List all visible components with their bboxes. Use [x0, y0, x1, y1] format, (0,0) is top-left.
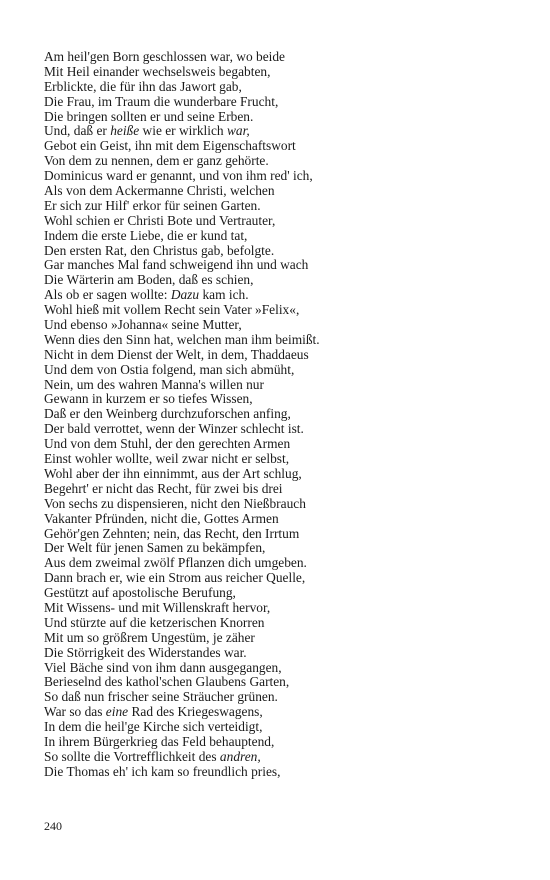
line-text: Berieselnd des kathol'schen Glaubens Garten,	[44, 674, 290, 690]
poem-line	[44, 616, 514, 631]
line-text: Vakanter Pfründen, nicht die, Gottes Armen	[44, 510, 279, 526]
poem-line	[44, 512, 514, 527]
line-text: Dominicus ward er genannt, und von ihm red' ich,	[44, 168, 313, 184]
poem-line	[44, 765, 514, 780]
line-text: Gar manches Mal fand schweigend ihn und wach	[44, 257, 309, 273]
poem-line	[44, 258, 514, 273]
line-text: wie er wirklich	[139, 123, 227, 139]
line-text: Die bringen sollten er und seine Erben.	[44, 108, 254, 124]
line-text: Und stürzte auf die ketzerischen Knorren	[44, 614, 265, 630]
line-text: Erblickte, die für ihn das Jawort gab,	[44, 78, 242, 94]
line-text: In ihrem Bürgerkrieg das Feld behauptend,	[44, 733, 275, 749]
poem-line	[44, 541, 514, 556]
line-text: Mit um so größrem Ungestüm, je zäher	[44, 629, 255, 645]
line-text: Viel Bäche sind von ihm dann ausgegangen,	[44, 659, 282, 675]
poem-text	[44, 50, 514, 780]
poem-line	[44, 690, 514, 705]
line-text: Gehör'gen Zehnten; nein, das Recht, den Irrtum	[44, 525, 300, 541]
poem-line	[44, 467, 514, 482]
line-text: So sollte die Vortrefflichkeit des	[44, 748, 220, 764]
line-text: Dann brach er, wie ein Strom aus reicher Quelle,	[44, 570, 306, 586]
line-text: War so das	[44, 704, 106, 720]
line-text: Wohl schien er Christi Bote und Vertrauter,	[44, 212, 276, 228]
poem-line	[44, 437, 514, 452]
poem-line	[44, 675, 514, 690]
line-text: Von sechs zu dispensieren, nicht den Nießbrauch	[44, 495, 306, 511]
line-text: Mit Wissens- und mit Willenskraft hervor,	[44, 599, 271, 615]
poem-line	[44, 482, 514, 497]
poem-line	[44, 378, 514, 393]
poem-line	[44, 735, 514, 750]
line-text: Wenn dies den Sinn hat, welchen man ihm beimißt.	[44, 331, 320, 347]
line-text: Der Welt für jenen Samen zu bekämpfen,	[44, 540, 266, 556]
poem-line	[44, 80, 514, 95]
poem-line	[44, 407, 514, 422]
poem-line	[44, 110, 514, 125]
poem-line	[44, 705, 514, 720]
poem-line	[44, 154, 514, 169]
line-text: Als ob er sagen wollte:	[44, 287, 171, 303]
poem-line	[44, 139, 514, 154]
poem-line	[44, 244, 514, 259]
line-text: Gewann in kurzem er so tiefes Wissen,	[44, 391, 253, 407]
line-text: Und, daß er	[44, 123, 111, 139]
emphasized-text: eine	[105, 704, 129, 720]
line-text: Am heil'gen Born geschlossen war, wo beide	[44, 49, 285, 64]
poem-line	[44, 392, 514, 407]
poem-line	[44, 661, 514, 676]
line-text: Wohl hieß mit vollem Recht sein Vater »Felix«,	[44, 302, 300, 318]
line-text: Aus dem zweimal zwölf Pflanzen dich umgeben.	[44, 555, 307, 571]
poem-line	[44, 363, 514, 378]
page-number: 240	[44, 819, 62, 833]
line-text: Gebot ein Geist, ihn mit dem Eigenschaftswort	[44, 138, 296, 154]
line-text: Die Thomas eh' ich kam so freundlich pries,	[44, 763, 281, 779]
emphasized-text: heiße	[110, 123, 140, 139]
line-text: Nicht in dem Dienst der Welt, in dem, Thaddaeus	[44, 346, 309, 362]
emphasized-text: Dazu	[170, 287, 200, 303]
poem-line	[44, 214, 514, 229]
line-text: Rad des Kriegeswagens,	[128, 704, 263, 720]
emphasized-text: war,	[226, 123, 250, 139]
poem-line	[44, 318, 514, 333]
poem-line	[44, 422, 514, 437]
poem-line	[44, 586, 514, 601]
line-text: So daß nun frischer seine Sträucher grünen.	[44, 689, 278, 705]
poem-line	[44, 50, 514, 65]
line-text: Als von dem Ackermanne Christi, welchen	[44, 183, 275, 199]
poem-line	[44, 556, 514, 571]
poem-line	[44, 631, 514, 646]
line-text: Die Störrigkeit des Widerstandes war.	[44, 644, 247, 660]
line-text: Und dem von Ostia folgend, man sich abmüht,	[44, 361, 295, 377]
poem-line	[44, 452, 514, 467]
line-text: Der bald verrottet, wenn der Winzer schlecht ist.	[44, 421, 304, 437]
line-text: Daß er den Weinberg durchzuforschen anfing,	[44, 406, 291, 422]
line-text: Nein, um des wahren Manna's willen nur	[44, 376, 264, 392]
poem-line	[44, 288, 514, 303]
emphasized-text: andren,	[219, 748, 261, 764]
line-text: Indem die erste Liebe, die er kund tat,	[44, 227, 248, 243]
line-text: In dem die heil'ge Kirche sich verteidigt,	[44, 719, 263, 735]
poem-line	[44, 333, 514, 348]
poem-line	[44, 199, 514, 214]
poem-line	[44, 303, 514, 318]
line-text: Mit Heil einander wechselsweis begabten,	[44, 63, 271, 79]
line-text: Und ebenso »Johanna« seine Mutter,	[44, 317, 242, 333]
poem-line	[44, 229, 514, 244]
line-text: Die Frau, im Traum die wunderbare Frucht,	[44, 93, 279, 109]
line-text: Den ersten Rat, den Christus gab, befolgte.	[44, 242, 275, 258]
poem-line	[44, 720, 514, 735]
poem-line	[44, 348, 514, 363]
poem-line	[44, 601, 514, 616]
line-text: Gestützt auf apostolische Berufung,	[44, 585, 236, 601]
poem-line	[44, 497, 514, 512]
poem-line	[44, 124, 514, 139]
line-text: Die Wärterin am Boden, daß es schien,	[44, 272, 254, 288]
line-text: Von dem zu nennen, dem er ganz gehörte.	[44, 153, 269, 169]
line-text: Begehrt' er nicht das Recht, für zwei bis drei	[44, 480, 283, 496]
poem-line	[44, 750, 514, 765]
poem-line	[44, 65, 514, 80]
line-text: Und von dem Stuhl, der den gerechten Armen	[44, 436, 291, 452]
line-text: Einst wohler wollte, weil zwar nicht er selbst,	[44, 451, 290, 467]
line-text: Er sich zur Hilf' erkor für seinen Garten.	[44, 197, 261, 213]
poem-line	[44, 95, 514, 110]
line-text: kam ich.	[199, 287, 249, 303]
line-text: Wohl aber der ihn einnimmt, aus der Art schlug,	[44, 465, 302, 481]
poem-line	[44, 646, 514, 661]
poem-line	[44, 273, 514, 288]
poem-line	[44, 527, 514, 542]
poem-line	[44, 571, 514, 586]
poem-line	[44, 169, 514, 184]
poem-line	[44, 184, 514, 199]
